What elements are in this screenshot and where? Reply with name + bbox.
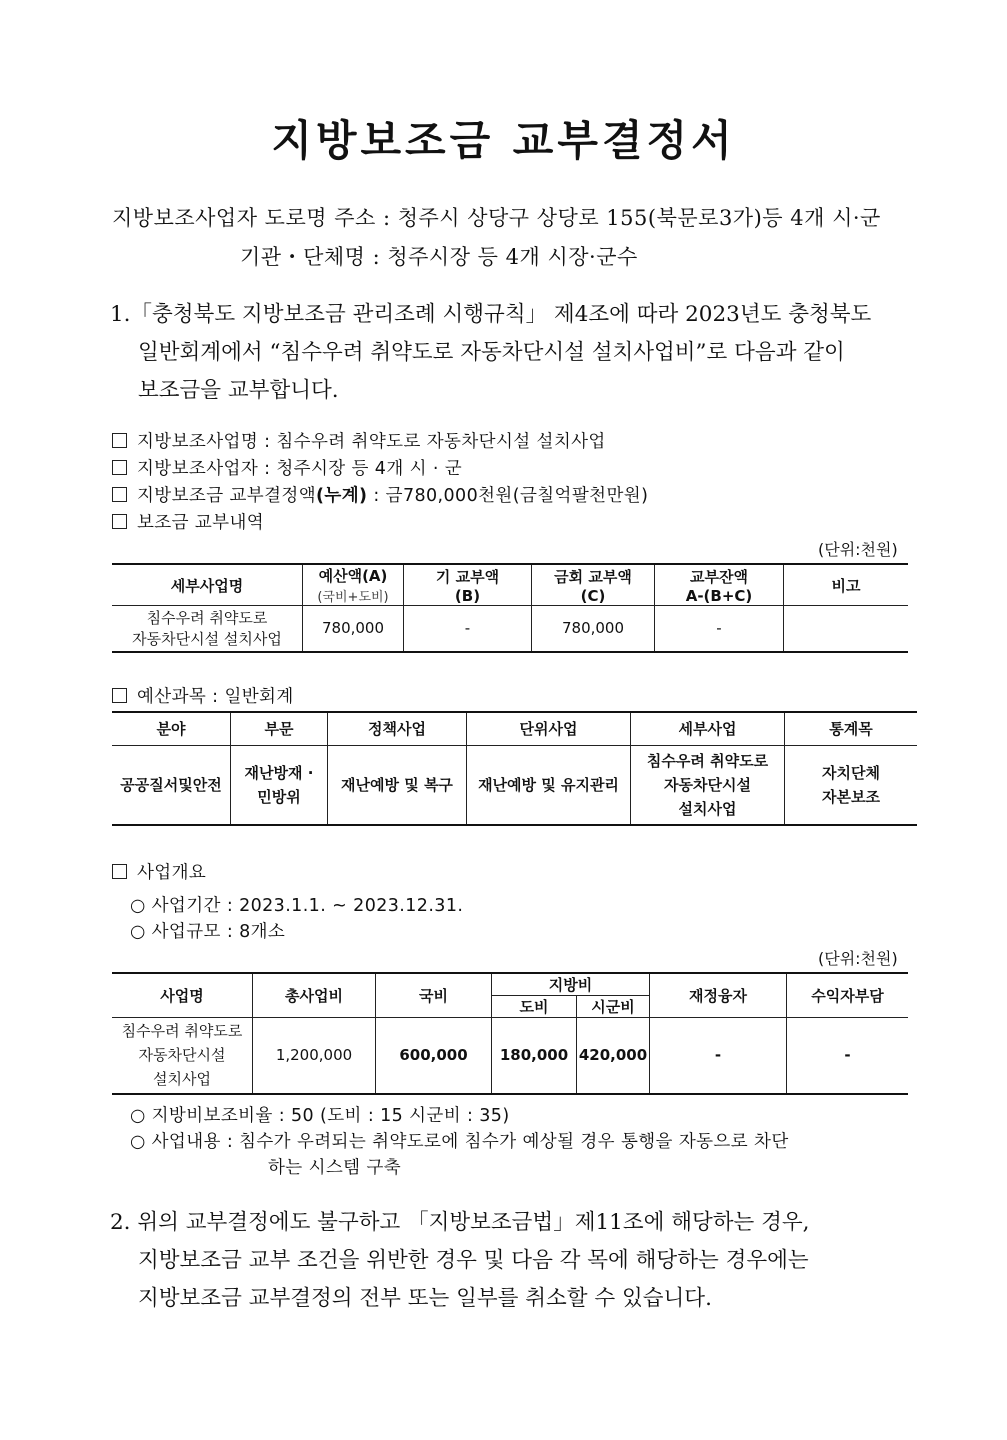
budget-item [112, 683, 294, 708]
header-total: 총사업비 [253, 973, 376, 1018]
header-prior-title: 기 교부액 [435, 567, 500, 586]
row-budget: 780,000 [303, 606, 404, 652]
checkbox-square-icon [112, 460, 127, 475]
row-cost-beneficiary: - [787, 1018, 909, 1094]
row-project-name-line-2: 자동차단시설 설치사업 [132, 630, 282, 649]
overview-heading-text: 사업개요 [137, 863, 207, 883]
row-detail [631, 745, 785, 825]
header-budget-title: 예산액(A) [318, 567, 388, 585]
header-remaining-sub: A-(B+C) [685, 586, 753, 605]
section-1-line-3: 보조금을 교부합니다. [138, 378, 339, 403]
row-detail-line-3: 설치사업 [678, 799, 737, 818]
item-amount [112, 482, 648, 507]
header-province: 도비 [492, 996, 577, 1018]
row-cost-national: 600,000 [376, 1018, 492, 1094]
row-cost-city: 420,000 [577, 1018, 650, 1094]
budget-item-text: 예산과목 : 일반회계 [137, 687, 294, 707]
ratio-line: ○ 지방비보조비율 : 50 (도비 : 15 시군비 : 35) [130, 1106, 510, 1126]
row-stat-line-1: 자치단체 [822, 763, 880, 782]
item-project-name-text: 지방보조사업명 : 침수우려 취약도로 자동차단시설 설치사업 [137, 432, 606, 452]
row-policy: 재난예방 및 복구 [328, 745, 467, 825]
item-breakdown [112, 509, 264, 534]
row-stat-line-2: 자본보조 [822, 787, 880, 806]
item-project-operator-text: 지방보조사업자 : 청주시장 등 4개 시 · 군 [137, 459, 463, 479]
item-breakdown-text: 보조금 교부내역 [137, 513, 265, 533]
row-cost-province: 180,000 [492, 1018, 577, 1094]
row-stat [785, 745, 918, 825]
header-project-name: 사업명 [112, 973, 253, 1018]
header-budget-sub: (국비+도비) [317, 590, 389, 605]
header-remaining-title: 교부잔액 [690, 567, 748, 586]
header-unit: 단위사업 [467, 712, 631, 745]
header-sector: 부문 [231, 712, 328, 745]
section-2-line-1: 2. 위의 교부결정에도 불구하고 「지방보조금법」제11조에 해당하는 경우, [110, 1210, 810, 1235]
row-cost-total: 1,200,000 [253, 1018, 376, 1094]
section-1-line-2: 일반회계에서 “침수우려 취약도로 자동차단시설 설치사업비”로 다음과 같이 [138, 340, 845, 365]
checkbox-square-icon [112, 433, 127, 448]
row-note [784, 606, 909, 652]
row-cost-project-name [112, 1018, 253, 1094]
header-budget [303, 564, 404, 606]
row-field: 공공질서및안전 [112, 745, 231, 825]
header-current [532, 564, 655, 606]
item-project-operator [112, 455, 462, 480]
header-financing: 재정융자 [650, 973, 787, 1018]
item-amount-suffix: : 금780,000천원(금칠억팔천만원) [367, 486, 649, 506]
overview-heading [112, 859, 206, 884]
row-prior: - [404, 606, 532, 652]
checkbox-square-icon [112, 487, 127, 502]
header-prior [404, 564, 532, 606]
header-beneficiary: 수익자부담 [787, 973, 909, 1018]
content-line-2: 하는 시스템 구축 [268, 1158, 402, 1178]
header-note: 비고 [784, 564, 909, 606]
row-cost-name-line-3: 설치사업 [153, 1070, 211, 1089]
header-national: 국비 [376, 973, 492, 1018]
header-stat: 통계목 [785, 712, 918, 745]
row-remaining: - [655, 606, 784, 652]
header-detail-project: 세부사업명 [112, 564, 303, 606]
address-line: 지방보조사업자 도로명 주소 : 청주시 상당구 상당로 155(북문로3가)등 4개 시·군 [112, 206, 881, 230]
grant-breakdown-table [112, 563, 908, 653]
row-cost-financing: - [650, 1018, 787, 1094]
organization-line: 기관・단체명 : 청주시장 등 4개 시장·군수 [240, 245, 638, 269]
checkbox-square-icon [112, 864, 127, 879]
checkbox-square-icon [112, 514, 127, 529]
header-prior-sub: (B) [454, 586, 481, 605]
item-amount-prefix: 지방보조금 교부결정액 [137, 486, 317, 506]
row-detail-line-1: 침수우려 취약도로 [646, 751, 769, 770]
row-cost-name-line-2: 자동차단시설 [138, 1046, 226, 1065]
project-cost-table [112, 972, 908, 1095]
item-project-name [112, 428, 606, 453]
header-current-title: 금회 교부액 [554, 567, 632, 586]
item-amount-cumulative: (누계) [316, 486, 368, 506]
header-local: 지방비 [492, 973, 650, 996]
row-sector-line-2: 민방위 [257, 787, 301, 806]
row-cost-name-line-1: 침수우려 취약도로 [121, 1022, 243, 1041]
unit-label-2: (단위:천원) [818, 949, 898, 968]
section-1 [110, 296, 910, 410]
content-line-1: ○ 사업내용 : 침수가 우려되는 취약도로에 침수가 예상될 경우 통행을 자동으로 차단 [130, 1132, 789, 1152]
header-current-sub: (C) [580, 586, 606, 605]
row-unit: 재난예방 및 유지관리 [467, 745, 631, 825]
document-title: 지방보조금 교부결정서 [271, 116, 736, 165]
section-1-line-1: 1.「충청북도 지방보조금 관리조례 시행규칙」 제4조에 따라 2023년도 충청북도 [110, 302, 872, 327]
header-policy: 정책사업 [328, 712, 467, 745]
row-current: 780,000 [532, 606, 655, 652]
header-city: 시군비 [577, 996, 650, 1018]
row-project-name-line-1: 침수우려 취약도로 [146, 609, 268, 628]
row-detail-line-2: 자동차단시설 [664, 775, 751, 794]
budget-classification-table [112, 711, 917, 826]
row-sector-line-1: 재난방재 · [244, 763, 314, 782]
row-project-name [112, 606, 303, 652]
overview-scale: ○ 사업규모 : 8개소 [130, 922, 286, 942]
section-2-line-2: 지방보조금 교부 조건을 위반한 경우 및 다음 각 목에 해당하는 경우에는 [138, 1248, 809, 1273]
section-2-line-3: 지방보조금 교부결정의 전부 또는 일부를 취소할 수 있습니다. [138, 1286, 712, 1311]
header-field: 분야 [112, 712, 231, 745]
row-sector [231, 745, 328, 825]
header-remaining [655, 564, 784, 606]
header-detail: 세부사업 [631, 712, 785, 745]
unit-label-1: (단위:천원) [818, 540, 898, 559]
section-2 [110, 1204, 930, 1318]
checkbox-square-icon [112, 688, 127, 703]
overview-period: ○ 사업기간 : 2023.1.1. ~ 2023.12.31. [130, 896, 464, 916]
